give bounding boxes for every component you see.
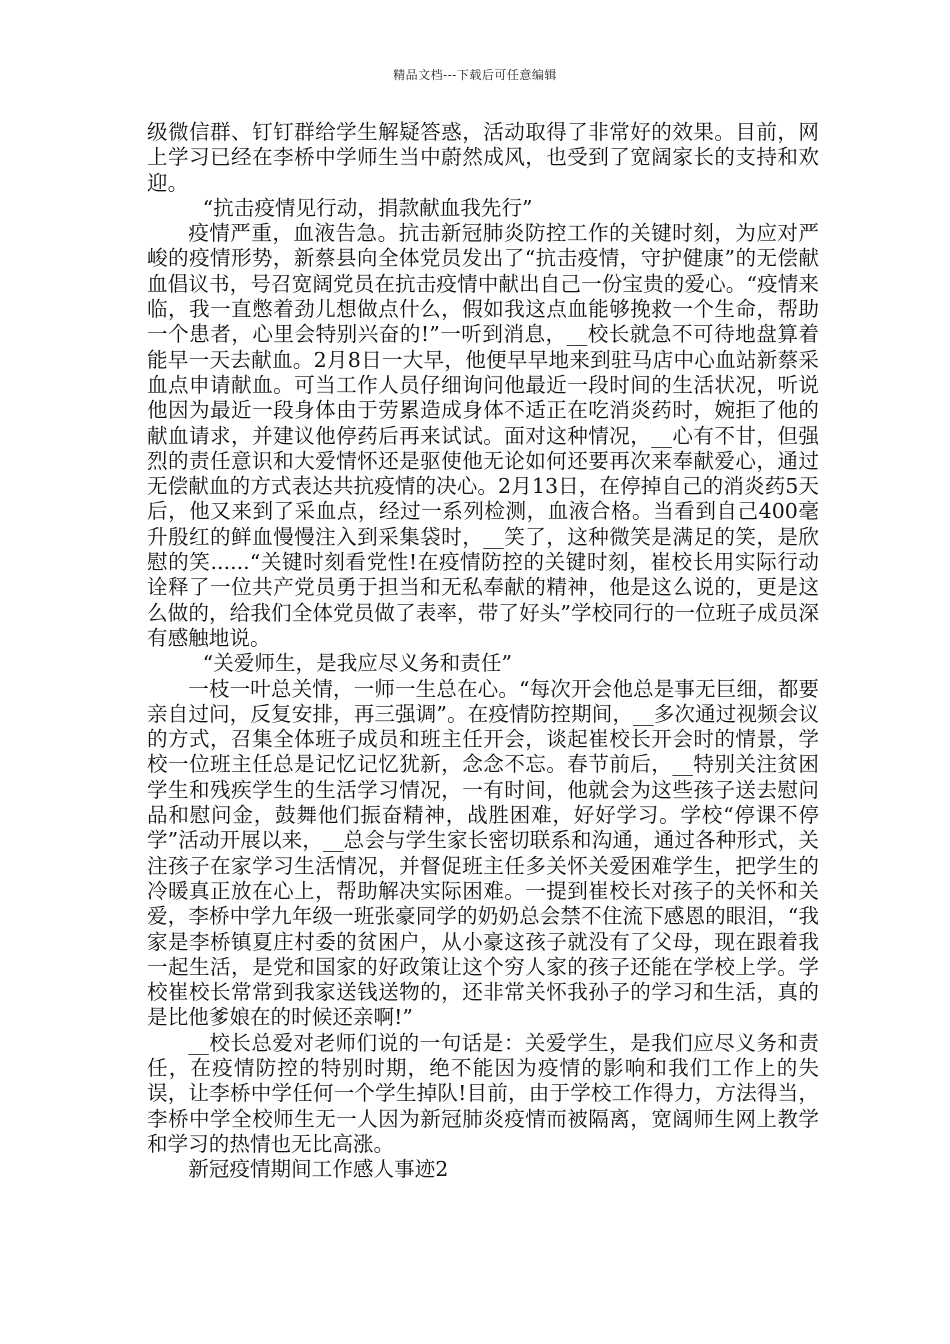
section-heading-care: “关爱师生，是我应尽义务和责任” [202,651,512,676]
paragraph-continuation: 级微信群、钉钉群给学生解疑答惑，活动取得了非常好的效果。目前，网上学习已经在李桥中学师生当中蔚然成风，也受到了宽阔家长的支持和欢迎。 [147,120,819,195]
paragraph-responsibility: __校长总爱对老师们说的一句话是：关爱学生，是我们应尽义务和责任，在疫情防控的特别时期，绝不能因为疫情的影响和我们工作上的失误，让李桥中学任何一个学生掉队!目前，由于学校工作得力，方法得当，李桥中学全校师生无一人因为新冠肺炎疫情而被隔离，宽阔师生网上教学和学习的热情也无比高涨。 [147,1030,819,1156]
document-body [147,120,819,1182]
section-title-next: 新冠疫情期间工作感人事迹2 [188,1157,449,1182]
paragraph-care: 一枝一叶总关情，一师一生总在心。“每次开会他总是事无巨细，都要亲自过问，反复安排，再三强调”。在疫情防控期间，__多次通过视频会议的方式，召集全体班子成员和班主任开会，谈起崔校长开会时的情景，学校一位班主任总是记忆记忆犹新，念念不忘。春节前后，__特别关注贫困学生和残疾学生的生活学习情况，一有时间，他就会为这些孩子送去慰问品和慰问金，鼓舞他们振奋精神，战胜困难，好好学习。学校“停课不停学”活动开展以来，__总会与学生家长密切联系和沟通，通过各种形式，关注孩子在家学习生活情况，并督促班主任多关怀关爱困难学生，把学生的冷暖真正放在心上，帮助解决实际困难。一提到崔校长对孩子的关怀和关爱，李桥中学九年级一班张豪同学的奶奶总会禁不住流下感恩的眼泪，“我家是李桥镇夏庄村委的贫困户，从小豪这孩子就没有了父母，现在跟着我一起生活，是党和国家的好政策让这个穷人家的孩子还能在学校上学。学校崔校长常常到我家送钱送物的，还非常关怀我孙子的学习和生活，真的是比他爹娘在的时候还亲啊!” [147,676,819,1030]
section-heading-blood-donation: “抗击疫情见行动，捐款献血我先行” [202,195,533,220]
paragraph-blood-donation: 疫情严重，血液告急。抗击新冠肺炎防控工作的关键时刻，为应对严峻的疫情形势，新蔡县向全体党员发出了“抗击疫情，守护健康”的无偿献血倡议书，号召宽阔党员在抗击疫情中献出自己一份宝贵的爱心。“疫情来临，我一直憋着劲儿想做点什么，假如我这点血能够挽救一个生命，帮助一个患者，心里会特别兴奋的!”一听到消息，__校长就急不可待地盘算着能早一天去献血。2月8日一大早，他便早早地来到驻马店中心血站新蔡采血点申请献血。可当工作人员仔细询问他最近一段时间的生活状况，听说他因为最近一段身体由于劳累造成身体不适正在吃消炎药时，婉拒了他的献血请求，并建议他停药后再来试试。面对这种情况，__心有不甘，但强烈的责任意识和大爱情怀还是驱使他无论如何还要再次来奉献爱心，通过无偿献血的方式表达共抗疫情的决心。2月13日，在停掉自己的消炎药5天后，他又来到了采血点，经过一系列检测，血液合格。当看到自己400毫升殷红的鲜血慢慢注入到采集袋时，__笑了，这种微笑是满足的笑，是欣慰的笑......“关键时刻看党性!在疫情防控的关键时刻，崔校长用实际行动诠释了一位共产党员勇于担当和无私奉献的精神，他是这么说的，更是这么做的，给我们全体党员做了表率，带了好头”学校同行的一位班子成员深有感触地说。 [147,221,819,650]
page-header: 精品文档---下载后可任意编辑 [393,68,557,82]
